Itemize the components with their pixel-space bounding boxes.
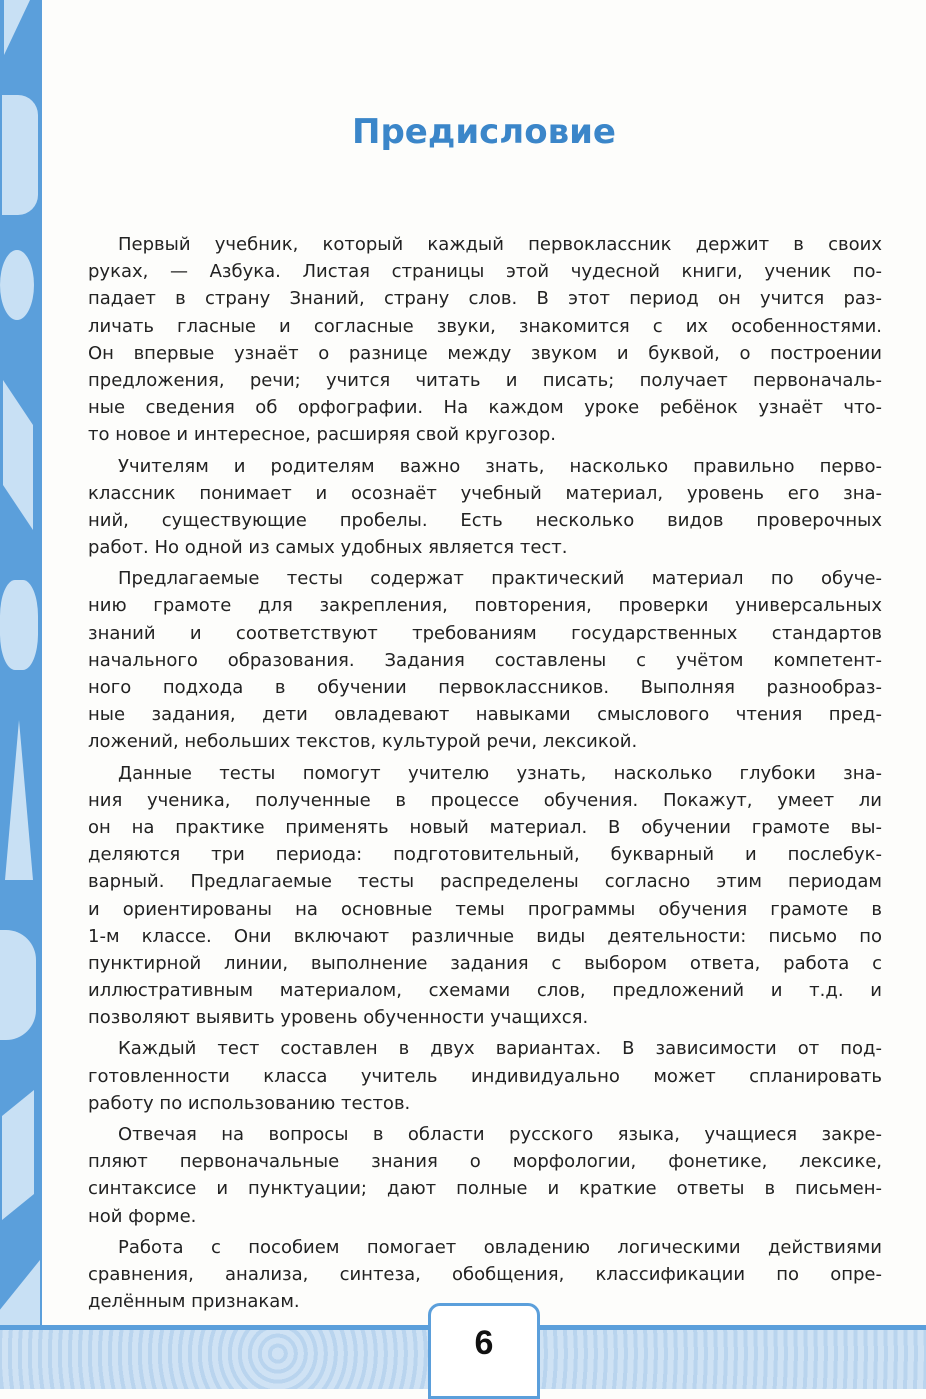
text-line: работ. Но одной из самых удобных является тест. xyxy=(88,537,568,559)
text-line: синтаксисе и пунктуации; дают полные и краткие ответы в письмен- xyxy=(88,1178,882,1200)
text-line: Отвечая на вопросы в области русского языка, учащиеся закре- xyxy=(118,1124,882,1145)
text-line: начального образования. Задания составлены с учётом компетент- xyxy=(88,649,882,671)
text-line: он на практике применять новый материал. В обучении грамоте вы- xyxy=(88,816,882,838)
text-line: деляются три периода: подготовительный, букварный и послебук- xyxy=(88,844,882,866)
text-line: то новое и интересное, расширяя свой кругозор. xyxy=(88,424,556,446)
paragraph xyxy=(88,1121,882,1230)
text-line: работу по использованию тестов. xyxy=(88,1092,411,1114)
text-line: ные задания, дети овладевают навыками смыслового чтения пред- xyxy=(88,704,882,726)
text-line: ные сведения об орфографии. На каждом уроке ребёнок узнаёт что- xyxy=(88,397,882,419)
text-line: Предлагаемые тесты содержат практический материал по обуче- xyxy=(118,568,882,590)
text-line: нию грамоте для закрепления, повторения, проверки универсальных xyxy=(88,595,882,617)
text-line: ной форме. xyxy=(88,1205,197,1227)
paragraph xyxy=(88,453,882,562)
text-line: предложения, речи; учится читать и писать; получает первоначаль- xyxy=(88,369,882,391)
text-line: руках, — Азбука. Листая страницы этой чудесной книги, ученик по- xyxy=(88,261,882,283)
text-line: ния ученика, полученные в процессе обучения. Покажут, умеет ли xyxy=(88,789,882,811)
text-line: Учителям и родителям важно знать, насколько правильно перво- xyxy=(118,455,882,477)
text-line: позволяют выявить уровень обученности учащихся. xyxy=(88,1007,589,1029)
text-line: сравнения, анализа, синтеза, обобщения, классификации по опре- xyxy=(88,1263,882,1285)
text-line: знаний и соответствуют требованиям государственных стандартов xyxy=(88,622,882,644)
paragraph xyxy=(88,760,882,1032)
text-line: Данные тесты помогут учителю узнать, насколько глубоки зна- xyxy=(118,762,882,784)
text-line: ного подхода в обучении первоклассников. Выполняя разнообраз- xyxy=(88,677,882,698)
text-line: пунктирной линии, выполнение задания с выбором ответа, работа с xyxy=(88,952,882,974)
decorative-left-border xyxy=(0,0,42,1384)
text-line: и ориентированы на основные темы программы обучения грамоте в xyxy=(88,898,882,920)
paragraph xyxy=(88,1234,882,1316)
text-line: Первый учебник, который каждый первоклассник держит в своих xyxy=(118,234,882,255)
paragraph xyxy=(88,565,882,755)
body-text xyxy=(88,231,882,1319)
page-title: Предисловие xyxy=(352,112,616,152)
text-line: ний, существующие пробелы. Есть несколько видов проверочных xyxy=(88,509,882,531)
text-line: 1-м классе. Они включают различные виды деятельности: письмо по xyxy=(88,925,882,947)
paragraph xyxy=(88,231,882,449)
text-line: падает в страну Знаний, страну слов. В этот период он учится раз- xyxy=(88,288,882,310)
paragraph xyxy=(88,1035,882,1117)
page-number: 6 xyxy=(474,1324,494,1362)
text-line: Он впервые узнаёт о разнице между звуком и буквой, о построении xyxy=(88,342,882,364)
text-line: готовленности класса учитель индивидуально может спланировать xyxy=(88,1065,882,1087)
text-line: ложений, небольших текстов, культурой речи, лексикой. xyxy=(88,731,638,753)
text-line: варный. Предлагаемые тесты распределены согласно этим периодам xyxy=(88,871,882,893)
text-line: личать гласные и согласные звуки, знакомится с их особенностями. xyxy=(88,315,882,337)
text-line: иллюстративным материалом, схемами слов, предложений и т.д. и xyxy=(88,980,882,1002)
text-line: Каждый тест составлен в двух вариантах. В зависимости от под- xyxy=(118,1038,882,1060)
text-line: делённым признакам. xyxy=(88,1291,300,1313)
text-line: классник понимает и осознаёт учебный материал, уровень его зна- xyxy=(88,482,882,504)
text-line: пляют первоначальные знания о морфологии, фонетике, лексике, xyxy=(88,1151,882,1173)
text-line: Работа с пособием помогает овладению логическими действиями xyxy=(118,1236,882,1258)
